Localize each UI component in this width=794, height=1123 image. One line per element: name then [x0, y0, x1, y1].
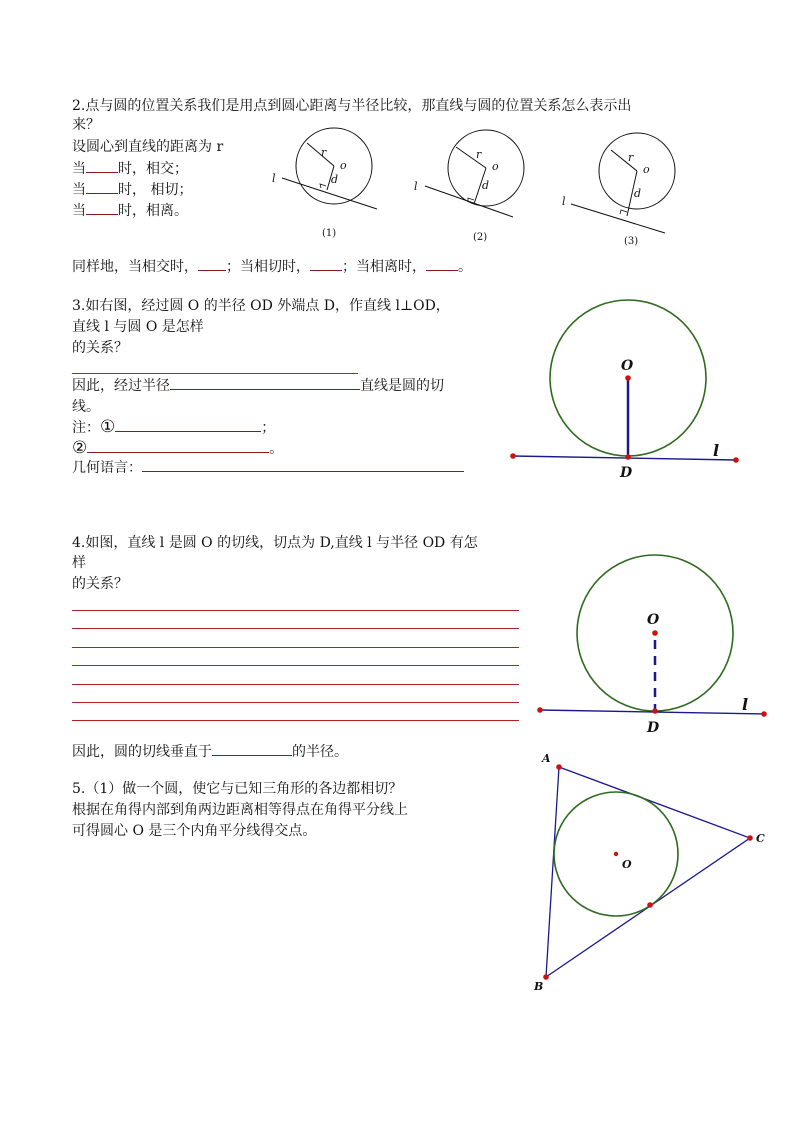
- punct: ；: [261, 420, 276, 436]
- point-d: [652, 708, 658, 714]
- q5-line2: 根据在角得内部到角两边距离相等得点在角得平分线上: [72, 802, 408, 818]
- q3-line1: 3.如右图，经过圆 O 的半径 OD 外端点 D，作直线 l⊥OD，: [72, 298, 450, 314]
- right-angle-icon: [620, 210, 627, 214]
- label-b: B: [534, 980, 544, 993]
- q2-figure-3: [562, 133, 675, 247]
- q2-line2: 来？: [72, 117, 100, 133]
- mark-1: ①: [100, 417, 116, 437]
- when-label: 当: [72, 161, 86, 177]
- tangent-text: 时， 相切；: [118, 182, 193, 198]
- q4-line1: 4.如图，直线 l 是圆 O 的切线，切点为 D,直线 l 与半径 OD 有怎: [72, 535, 478, 551]
- point-tangency: [647, 902, 653, 908]
- point-line-end: [761, 711, 767, 717]
- q5-figure: [533, 752, 765, 993]
- geo-label: 几何语言：: [72, 460, 142, 476]
- point-d: [625, 454, 631, 460]
- q2-setup: 设圆心到直线的距离为 r: [72, 139, 224, 155]
- punct: 。: [269, 441, 284, 457]
- summary-text: 同样地，当相交时，: [72, 259, 198, 275]
- q5-line1: 5.（1）做一个圆，使它与已知三角形的各边都相切？: [72, 781, 403, 797]
- label-o: o: [492, 160, 499, 173]
- q3-line2: 直线 l 与圆 O 是怎样: [72, 319, 204, 335]
- point-o: [625, 375, 631, 381]
- q3-figure: [510, 300, 739, 481]
- label-l: l: [272, 172, 276, 185]
- therefore-text: 直线是圆的切: [360, 378, 444, 394]
- label-a: A: [542, 752, 551, 765]
- point-o: [652, 630, 658, 636]
- label-d: d: [634, 187, 642, 200]
- q5-line3: 可得圆心 O 是三个内角平分线得交点。: [72, 823, 317, 839]
- separate-text: 时，相离。: [118, 203, 188, 219]
- caption: (1): [322, 228, 337, 239]
- label-d: d: [482, 179, 490, 192]
- summary-text: 。: [458, 259, 472, 275]
- therefore-text: 因此，圆的切线垂直于: [72, 744, 212, 760]
- label-o: O: [622, 858, 632, 871]
- label-l: l: [713, 441, 720, 460]
- q3-therefore-end: 线。: [72, 399, 100, 415]
- point-line-end: [733, 457, 739, 463]
- q2-figure-2: [414, 130, 524, 243]
- summary-text: ；当相离时，: [342, 259, 426, 275]
- line-l: [425, 186, 513, 217]
- label-r: r: [321, 146, 327, 159]
- label-o: O: [621, 358, 634, 374]
- radius-r: [456, 147, 486, 168]
- label-o: o: [340, 159, 347, 172]
- q4-line2: 样: [72, 555, 86, 571]
- label-o: O: [647, 612, 660, 628]
- point-c: [747, 835, 753, 841]
- label-l: l: [742, 695, 749, 714]
- label-d: D: [647, 720, 660, 736]
- point-line-end: [510, 453, 516, 459]
- line-l: [571, 204, 665, 233]
- q4-figure: [537, 555, 767, 736]
- q2-figure-1: [272, 128, 377, 239]
- therefore-text: 因此，经过半径: [72, 378, 170, 394]
- therefore-text: 的半径。: [292, 744, 348, 760]
- label-r: r: [628, 151, 634, 164]
- mark-2: ②: [72, 438, 88, 458]
- triangle-abc: [546, 767, 750, 977]
- point-o: [614, 852, 618, 856]
- point-a: [556, 764, 562, 770]
- point-b: [543, 974, 549, 980]
- note-prefix: 注：: [72, 420, 100, 436]
- label-d: d: [331, 173, 339, 186]
- q2-line1: 2.点与圆的位置关系我们是用点到圆心距离与半径比较，那直线与圆的位置关系怎么表示出: [72, 98, 632, 114]
- point-line-end: [537, 707, 543, 713]
- caption: (3): [624, 236, 639, 247]
- caption: (2): [473, 232, 488, 243]
- q4-line3: 的关系？: [72, 576, 128, 592]
- label-l: l: [562, 195, 566, 208]
- intersect-text: 时，相交；: [118, 161, 188, 177]
- q3-line3: 的关系？: [72, 340, 128, 356]
- label-l: l: [414, 180, 418, 193]
- label-c: C: [756, 832, 765, 845]
- when-label: 当: [72, 182, 86, 198]
- when-label: 当: [72, 203, 86, 219]
- summary-text: ；当相切时，: [226, 259, 310, 275]
- label-o: o: [643, 163, 650, 176]
- label-r: r: [476, 148, 482, 161]
- label-d: D: [620, 465, 633, 481]
- right-angle-icon: [320, 184, 326, 188]
